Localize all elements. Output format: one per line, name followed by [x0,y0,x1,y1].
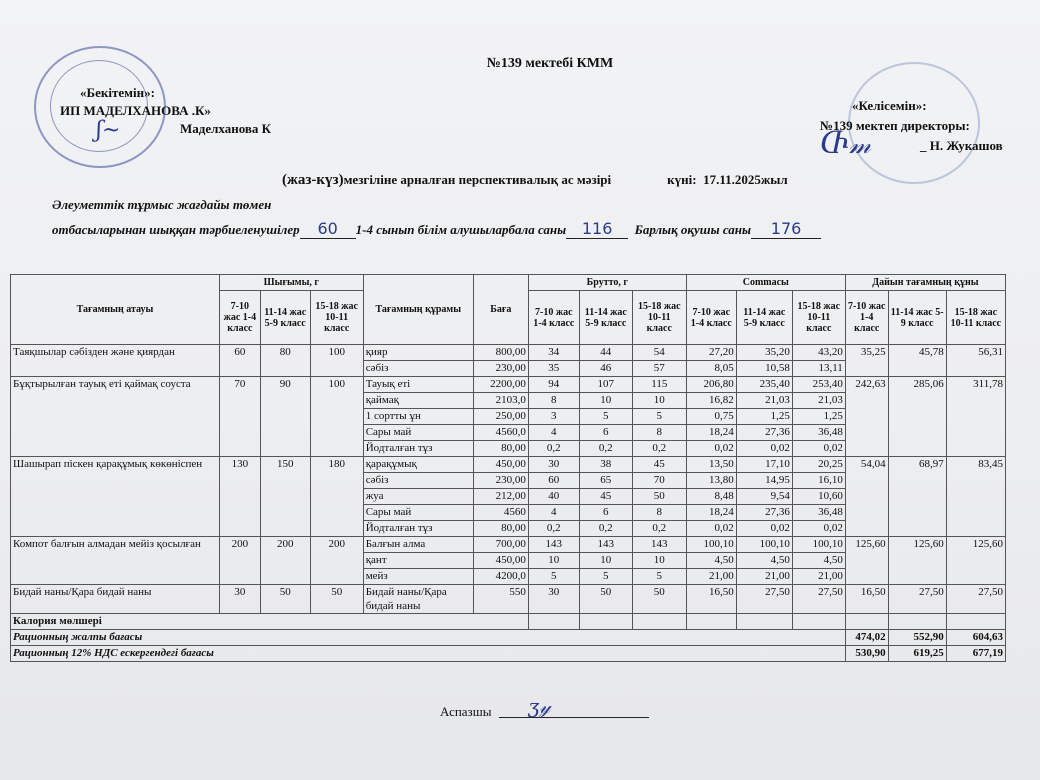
total-label-cell: Рационның жалпы бағасы [11,630,846,646]
gross-cell: 57 [632,361,686,377]
gross-cell: 5 [632,569,686,585]
org-name: ИП МАДЕЛХАНОВА .К» [60,103,211,118]
cost-cell: 311,78 [946,377,1005,457]
col-group-gross: Брутто, г [528,275,686,291]
grade-count: 116 [566,219,628,239]
sum-cell: 21,00 [792,569,845,585]
gross-cell: 34 [528,345,579,361]
output-cell: 60 [219,345,260,377]
col-dish-name: Тағамның атауы [11,275,220,345]
ingredient-cell: Тауық еті [363,377,473,393]
gross-cell: 0,2 [528,521,579,537]
col-age-1: 7-10 жас 1-4 класс [219,291,260,345]
period-line [282,172,788,189]
sum-cell: 14,95 [736,473,792,489]
output-cell: 50 [260,585,310,614]
sum-cell: 18,24 [686,425,736,441]
gross-cell: 5 [579,409,632,425]
cost-cell: 54,04 [845,457,888,537]
sum-cell: 10,60 [792,489,845,505]
sum-cell: 13,50 [686,457,736,473]
approved-label: «Бекітемін»: [80,85,155,100]
price-cell: 80,00 [473,441,528,457]
social-count: 60 [300,219,356,239]
gross-cell: 143 [632,537,686,553]
gross-cell: 6 [579,505,632,521]
output-cell: 200 [310,537,363,585]
total-value-cell: 474,02 [845,630,888,646]
gross-cell: 143 [528,537,579,553]
gross-cell: 5 [579,569,632,585]
dish-name-cell: Таяқшылар сәбізден және қиярдан [11,345,220,377]
price-cell: 230,00 [473,361,528,377]
gross-cell: 45 [632,457,686,473]
gross-cell: 10 [632,393,686,409]
sum-cell: 13,11 [792,361,845,377]
price-cell: 550 [473,585,528,614]
price-cell: 450,00 [473,553,528,569]
gross-cell: 38 [579,457,632,473]
sum-cell: 27,50 [736,585,792,614]
price-cell: 250,00 [473,409,528,425]
gross-cell: 0,2 [579,441,632,457]
menu-table [10,274,1006,662]
dish-name-cell: Бидай наны/Қара бидай наны [11,585,220,614]
col-cost-age-3: 15-18 жас 10-11 класс [946,291,1005,345]
gross-cell: 65 [579,473,632,489]
gross-cell: 10 [579,393,632,409]
col-sum-age-1: 7-10 жас 1-4 класс [686,291,736,345]
right-signature-icon: Ⴇ𝓂 [820,130,871,160]
gross-cell: 8 [528,393,579,409]
output-cell: 90 [260,377,310,457]
ingredient-cell: Йодталған тұз [363,441,473,457]
ingredient-cell: мейз [363,569,473,585]
sum-cell: 13,80 [686,473,736,489]
menu-table-body [11,345,1006,662]
social-label: отбасыларынан шыққан тәрбиеленушілер [52,222,300,237]
price-cell: 212,00 [473,489,528,505]
col-gross-age-2: 11-14 жас 5-9 класс [579,291,632,345]
sum-cell: 0,02 [686,441,736,457]
price-cell: 4200,0 [473,569,528,585]
table-row [11,377,1006,393]
sum-cell: 16,82 [686,393,736,409]
gross-cell: 115 [632,377,686,393]
gross-cell: 44 [579,345,632,361]
cost-cell: 285,06 [888,377,946,457]
cost-cell: 56,31 [946,345,1005,377]
ingredient-cell: 1 сортты ұн [363,409,473,425]
calorie-label-cell: Калория мөлшері [11,614,529,630]
output-cell: 200 [219,537,260,585]
total-row [11,630,1006,646]
ingredient-cell: Балғын алма [363,537,473,553]
table-row [11,585,1006,614]
sum-cell: 36,48 [792,425,845,441]
output-cell: 150 [260,457,310,537]
table-row [11,537,1006,553]
date-value: 17.11.2025жыл [703,172,788,187]
total-label: Барлық оқушы саны [634,222,752,237]
gross-cell: 45 [579,489,632,505]
director-title: №139 мектеп директоры: [820,118,970,133]
sum-cell: 253,40 [792,377,845,393]
sum-cell: 100,10 [686,537,736,553]
price-cell: 4560,0 [473,425,528,441]
season-text: (жаз-күз) [282,172,344,188]
gross-cell: 60 [528,473,579,489]
gross-cell: 8 [632,505,686,521]
total-value-cell: 530,90 [845,646,888,662]
ingredient-cell: Сары май [363,425,473,441]
sum-cell: 18,24 [686,505,736,521]
cost-cell: 27,50 [946,585,1005,614]
total-value-cell: 677,19 [946,646,1005,662]
gross-cell: 94 [528,377,579,393]
sum-cell: 27,50 [792,585,845,614]
empty-cell [686,614,736,630]
ingredient-cell: қаймақ [363,393,473,409]
cost-cell: 68,97 [888,457,946,537]
cost-cell: 45,78 [888,345,946,377]
cook-label: Аспазшы [440,704,492,719]
calorie-row [11,614,1006,630]
sum-cell: 1,25 [736,409,792,425]
gross-cell: 50 [579,585,632,614]
ingredient-cell: сәбіз [363,361,473,377]
empty-cell [792,614,845,630]
gross-cell: 35 [528,361,579,377]
left-signature-icon: ʃ~ [96,118,121,143]
sum-cell: 1,25 [792,409,845,425]
sum-cell: 17,10 [736,457,792,473]
sum-cell: 0,02 [686,521,736,537]
empty-cell [528,614,579,630]
output-cell: 130 [219,457,260,537]
grade-label: 1-4 сынып білім алушыларбала саны [355,222,567,237]
price-cell: 230,00 [473,473,528,489]
cost-cell: 242,63 [845,377,888,457]
sum-cell: 27,36 [736,425,792,441]
output-cell: 50 [310,585,363,614]
sum-cell: 100,10 [736,537,792,553]
sum-cell: 16,50 [686,585,736,614]
gross-cell: 40 [528,489,579,505]
ingredient-cell: қияр [363,345,473,361]
sum-cell: 21,03 [736,393,792,409]
social-line-1: Әлеуметтік тұрмыс жағдайы төмен [52,197,272,212]
gross-cell: 46 [579,361,632,377]
empty-cell [736,614,792,630]
dish-name-cell: Бұқтырылған тауық еті қаймақ соуста [11,377,220,457]
sum-cell: 235,40 [736,377,792,393]
col-age-2: 11-14 жас 5-9 класс [260,291,310,345]
sum-cell: 0,75 [686,409,736,425]
col-cost-age-2: 11-14 жас 5-9 класс [888,291,946,345]
empty-cell [888,614,946,630]
gross-cell: 4 [528,505,579,521]
col-cost-age-1: 7-10 жас 1-4 класс [845,291,888,345]
empty-cell [845,614,888,630]
total-row [11,646,1006,662]
total-value-cell: 552,90 [888,630,946,646]
output-cell: 200 [260,537,310,585]
gross-cell: 0,2 [528,441,579,457]
sum-cell: 35,20 [736,345,792,361]
director-name: _ Н. Жукашов [920,138,1003,153]
sum-cell: 4,50 [792,553,845,569]
empty-cell [632,614,686,630]
sum-cell: 4,50 [686,553,736,569]
sum-cell: 20,25 [792,457,845,473]
gross-cell: 30 [528,457,579,473]
gross-cell: 30 [528,585,579,614]
gross-cell: 143 [579,537,632,553]
gross-cell: 4 [528,425,579,441]
col-sum-age-3: 15-18 жас 10-11 класс [792,291,845,345]
output-cell: 180 [310,457,363,537]
price-cell: 2200,00 [473,377,528,393]
ingredient-cell: сәбіз [363,473,473,489]
sum-cell: 27,20 [686,345,736,361]
cost-cell: 27,50 [888,585,946,614]
price-cell: 450,00 [473,457,528,473]
sum-cell: 206,80 [686,377,736,393]
gross-cell: 10 [632,553,686,569]
total-value-cell: 619,25 [888,646,946,662]
gross-cell: 0,2 [579,521,632,537]
gross-cell: 5 [528,569,579,585]
sum-cell: 8,48 [686,489,736,505]
cook-signature-icon: ʒ𝓎 [528,694,551,718]
output-cell: 100 [310,345,363,377]
gross-cell: 8 [632,425,686,441]
col-gross-age-3: 15-18 жас 10-11 класс [632,291,686,345]
gross-cell: 50 [632,585,686,614]
cost-cell: 35,25 [845,345,888,377]
total-count: 176 [751,219,821,239]
ingredient-cell: Бидай наны/Қара бидай наны [363,585,473,614]
document-title: №139 мектебі КММ [486,56,614,71]
output-cell: 70 [219,377,260,457]
sum-cell: 9,54 [736,489,792,505]
ingredient-cell: қарақұмық [363,457,473,473]
dish-name-cell: Шашырап піскен қарақұмық көкөніспен [11,457,220,537]
sum-cell: 8,05 [686,361,736,377]
agreed-label: «Келісемін»: [852,98,927,113]
sum-cell: 36,48 [792,505,845,521]
cost-cell: 83,45 [946,457,1005,537]
empty-cell [946,614,1005,630]
gross-cell: 54 [632,345,686,361]
ingredient-cell: Сары май [363,505,473,521]
sum-cell: 0,02 [736,521,792,537]
sum-cell: 10,58 [736,361,792,377]
ingredient-cell: қант [363,553,473,569]
social-line-2 [52,219,821,239]
table-row [11,457,1006,473]
ingredient-cell: жуа [363,489,473,505]
sum-cell: 21,00 [736,569,792,585]
date-label: күні: [667,172,697,187]
sum-cell: 21,00 [686,569,736,585]
approval-block-left [60,84,271,138]
price-cell: 800,00 [473,345,528,361]
sum-cell: 100,10 [792,537,845,553]
ingredient-cell: Йодталған тұз [363,521,473,537]
col-group-output: Шығымы, г [219,275,363,291]
total-value-cell: 604,63 [946,630,1005,646]
period-text: мезгіліне арналған перспективалық ас мәзірі [343,172,612,187]
sum-cell: 0,02 [736,441,792,457]
gross-cell: 70 [632,473,686,489]
cook-sign-line [499,717,649,718]
gross-cell: 0,2 [632,521,686,537]
gross-cell: 0,2 [632,441,686,457]
cost-cell: 125,60 [946,537,1005,585]
dish-name-cell: Компот балғын алмадан мейіз қосылған [11,537,220,585]
sum-cell: 4,50 [736,553,792,569]
sum-cell: 27,36 [736,505,792,521]
gross-cell: 107 [579,377,632,393]
output-cell: 30 [219,585,260,614]
sum-cell: 0,02 [792,521,845,537]
cost-cell: 125,60 [888,537,946,585]
gross-cell: 6 [579,425,632,441]
col-composition: Тағамның құрамы [363,275,473,345]
gross-cell: 10 [579,553,632,569]
sum-cell: 21,03 [792,393,845,409]
col-age-3: 15-18 жас 10-11 класс [310,291,363,345]
cost-cell: 16,50 [845,585,888,614]
price-cell: 4560 [473,505,528,521]
sum-cell: 43,20 [792,345,845,361]
sum-cell: 0,02 [792,441,845,457]
col-group-sum: Сommасы [686,275,845,291]
price-cell: 2103,0 [473,393,528,409]
total-label-cell: Рационның 12% НДС ескергендегі бағасы [11,646,846,662]
output-cell: 100 [310,377,363,457]
col-sum-age-2: 11-14 жас 5-9 класс [736,291,792,345]
gross-cell: 50 [632,489,686,505]
empty-cell [579,614,632,630]
table-row [11,345,1006,361]
sum-cell: 16,10 [792,473,845,489]
gross-cell: 10 [528,553,579,569]
output-cell: 80 [260,345,310,377]
gross-cell: 3 [528,409,579,425]
price-cell: 700,00 [473,537,528,553]
approver-name: Маделханова К [180,121,272,136]
gross-cell: 5 [632,409,686,425]
price-cell: 80,00 [473,521,528,537]
cost-cell: 125,60 [845,537,888,585]
col-price: Баға [473,275,528,345]
col-group-cost: Дайын тағамның құны [845,275,1005,291]
col-gross-age-1: 7-10 жас 1-4 класс [528,291,579,345]
